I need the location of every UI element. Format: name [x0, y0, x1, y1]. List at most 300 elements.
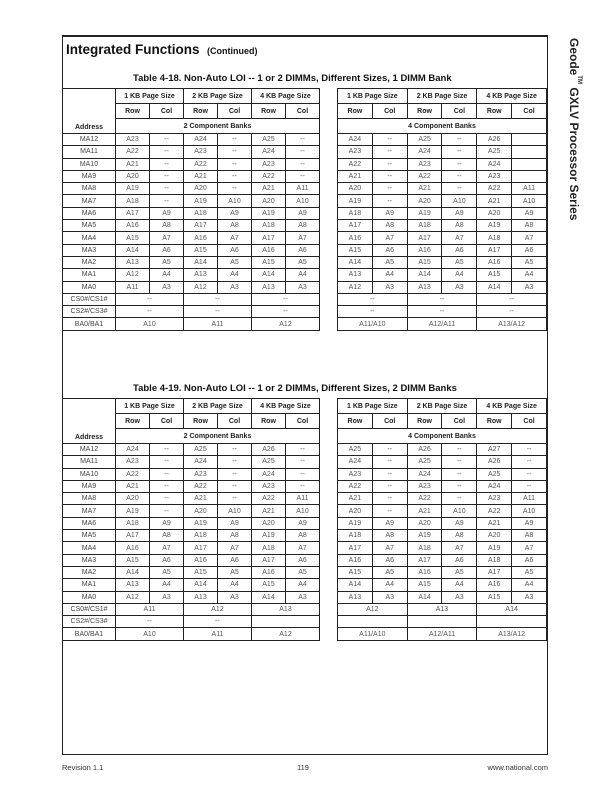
table-row: [63, 493, 320, 505]
signal-value-cell: A12/A11: [407, 628, 477, 640]
address-bit-cell: A4: [442, 269, 477, 281]
address-cell: MA3: [63, 554, 116, 566]
table-row: [338, 146, 547, 158]
page-size-header-row: [338, 399, 547, 414]
address-bit-cell: A13: [116, 256, 150, 268]
address-bit-cell: --: [512, 480, 547, 492]
table-row: [63, 146, 320, 158]
address-bit-cell: A19: [116, 183, 150, 195]
table-row: [63, 468, 320, 480]
signal-value-cell: A13: [407, 603, 477, 615]
address-bit-cell: --: [150, 146, 184, 158]
col-header: Col: [218, 414, 252, 429]
trademark: TM: [576, 75, 582, 85]
address-bit-cell: A14: [184, 256, 218, 268]
table-row: [63, 542, 320, 554]
table-row: [63, 517, 320, 529]
signal-value-cell: A10: [116, 628, 184, 640]
col-header: Col: [512, 414, 547, 429]
table-row: [63, 306, 320, 318]
table-4-19-right: [337, 398, 547, 641]
address-bit-cell: A8: [218, 220, 252, 232]
table-row: [63, 480, 320, 492]
address-bit-cell: A16: [407, 244, 442, 256]
address-cell: MA12: [63, 134, 116, 146]
row-header: Row: [407, 104, 442, 119]
table-row: [338, 269, 547, 281]
address-bit-cell: A4: [442, 579, 477, 591]
address-bit-cell: A4: [372, 579, 407, 591]
address-bit-cell: A7: [372, 542, 407, 554]
address-bit-cell: --: [442, 493, 477, 505]
address-bit-cell: A15: [252, 256, 286, 268]
page-size-header: 2 KB Page Size: [407, 89, 477, 104]
page-size-header: 2 KB Page Size: [184, 89, 252, 104]
address-bit-cell: A9: [372, 207, 407, 219]
row-header: Row: [252, 104, 286, 119]
row-header: Row: [338, 104, 373, 119]
address-bit-cell: A5: [286, 256, 320, 268]
address-bit-cell: --: [372, 505, 407, 517]
address-bit-cell: A11: [286, 183, 320, 195]
table-row: [63, 220, 320, 232]
address-bit-cell: A17: [477, 244, 512, 256]
address-bit-cell: --: [218, 468, 252, 480]
address-cell: MA0: [63, 591, 116, 603]
address-bit-cell: A23: [407, 158, 442, 170]
address-bit-cell: A13: [184, 269, 218, 281]
signal-value-cell: A13: [252, 603, 320, 615]
signal-value-cell: --: [184, 616, 252, 628]
address-bit-cell: --: [442, 146, 477, 158]
address-bit-cell: A17: [477, 566, 512, 578]
address-bit-cell: --: [150, 183, 184, 195]
table-row: [63, 207, 320, 219]
address-bit-cell: A23: [252, 158, 286, 170]
address-bit-cell: A10: [512, 195, 547, 207]
signal-value-cell: --: [407, 306, 477, 318]
address-bit-cell: A3: [150, 281, 184, 293]
address-bit-cell: --: [442, 468, 477, 480]
table-row: [338, 468, 547, 480]
address-bit-cell: A9: [442, 207, 477, 219]
address-bit-cell: A6: [512, 244, 547, 256]
address-bit-cell: A7: [218, 542, 252, 554]
address-bit-cell: A17: [184, 220, 218, 232]
address-bit-cell: A10: [442, 195, 477, 207]
address-bit-cell: A16: [477, 256, 512, 268]
table-row: [63, 195, 320, 207]
address-bit-cell: --: [150, 468, 184, 480]
address-bit-cell: A9: [218, 207, 252, 219]
signal-value-cell: A13/A12: [477, 628, 547, 640]
address-bit-cell: A8: [150, 530, 184, 542]
address-bit-cell: A3: [372, 591, 407, 603]
address-bit-cell: A6: [442, 244, 477, 256]
address-bit-cell: A17: [116, 530, 150, 542]
address-bit-cell: A25: [252, 134, 286, 146]
section-title-text: Integrated Functions: [66, 42, 200, 57]
address-bit-cell: A25: [184, 444, 218, 456]
page-size-header: 4 KB Page Size: [477, 399, 547, 414]
address-bit-cell: A20: [116, 170, 150, 182]
address-bit-cell: A9: [442, 517, 477, 529]
address-bit-cell: A9: [512, 207, 547, 219]
address-bit-cell: A26: [407, 444, 442, 456]
address-bit-cell: A20: [184, 183, 218, 195]
page-size-header: 2 KB Page Size: [184, 399, 252, 414]
address-bit-cell: A24: [477, 158, 512, 170]
address-bit-cell: A27: [477, 444, 512, 456]
table-row: [63, 456, 320, 468]
address-bit-cell: A4: [218, 579, 252, 591]
address-bit-cell: A13: [184, 591, 218, 603]
address-bit-cell: A21: [184, 493, 218, 505]
address-bit-cell: A5: [218, 256, 252, 268]
address-bit-cell: A5: [150, 256, 184, 268]
address-cell: MA5: [63, 530, 116, 542]
address-bit-cell: A8: [286, 530, 320, 542]
address-cell: MA10: [63, 158, 116, 170]
address-bit-cell: A3: [218, 591, 252, 603]
table-4-19-left: [62, 398, 320, 641]
address-bit-cell: A19: [184, 195, 218, 207]
table-row: [338, 281, 547, 293]
address-bit-cell: --: [286, 158, 320, 170]
address-bit-cell: A10: [442, 505, 477, 517]
address-bit-cell: A18: [338, 530, 373, 542]
address-bit-cell: A4: [150, 579, 184, 591]
address-bit-cell: A22: [116, 146, 150, 158]
address-bit-cell: --: [372, 183, 407, 195]
address-bit-cell: --: [150, 195, 184, 207]
address-cell: MA9: [63, 170, 116, 182]
table-row: [338, 232, 547, 244]
page-size-header: 4 KB Page Size: [252, 89, 320, 104]
signal-value-cell: --: [252, 293, 320, 305]
component-banks-header: 2 Component Banks: [116, 119, 320, 134]
address-bit-cell: A6: [150, 554, 184, 566]
table-row: [338, 603, 547, 615]
address-bit-cell: A3: [372, 281, 407, 293]
address-bit-cell: A24: [477, 480, 512, 492]
address-bit-cell: A4: [512, 579, 547, 591]
address-bit-cell: --: [372, 480, 407, 492]
page-size-header-row: [63, 89, 320, 104]
address-header: Address: [63, 89, 116, 134]
signal-value-cell: A12: [184, 603, 252, 615]
address-bit-cell: --: [512, 468, 547, 480]
address-bit-cell: A24: [338, 134, 373, 146]
table-row: [63, 616, 320, 628]
address-bit-cell: A3: [512, 591, 547, 603]
signal-value-cell: --: [477, 306, 547, 318]
address-cell: MA7: [63, 195, 116, 207]
address-bit-cell: --: [372, 158, 407, 170]
address-bit-cell: A4: [512, 269, 547, 281]
address-bit-cell: A23: [116, 456, 150, 468]
address-bit-cell: --: [372, 456, 407, 468]
address-cell: MA10: [63, 468, 116, 480]
address-bit-cell: A22: [184, 158, 218, 170]
address-bit-cell: A8: [372, 530, 407, 542]
table-4-18-left: [62, 88, 320, 331]
address-bit-cell: A15: [184, 566, 218, 578]
signal-value-cell: --: [252, 306, 320, 318]
table-row: [63, 232, 320, 244]
address-bit-cell: A6: [372, 554, 407, 566]
address-bit-cell: A11: [512, 493, 547, 505]
table-row: [338, 256, 547, 268]
table-row: [338, 293, 547, 305]
table-row: [338, 554, 547, 566]
address-bit-cell: A24: [184, 134, 218, 146]
address-bit-cell: A18: [184, 207, 218, 219]
address-cell: MA7: [63, 505, 116, 517]
address-bit-cell: --: [442, 444, 477, 456]
address-bit-cell: A6: [286, 244, 320, 256]
table-4-19-title: Table 4-19. Non-Auto LOI -- 1 or 2 DIMMs, Different Sizes, 2 DIMM Banks: [133, 383, 457, 394]
address-bit-cell: A12: [338, 281, 373, 293]
table-row: [63, 158, 320, 170]
table-4-18-right: [337, 88, 547, 331]
address-cell: MA12: [63, 444, 116, 456]
col-header: Col: [372, 414, 407, 429]
address-bit-cell: A9: [286, 207, 320, 219]
table-row: [63, 134, 320, 146]
address-bit-cell: A7: [150, 542, 184, 554]
address-bit-cell: A25: [338, 444, 373, 456]
address-bit-cell: --: [150, 134, 184, 146]
table-row: [338, 444, 547, 456]
table-row: [63, 505, 320, 517]
website-link[interactable]: www.national.com: [487, 763, 548, 772]
address-bit-cell: A24: [184, 456, 218, 468]
address-bit-cell: A26: [252, 444, 286, 456]
address-cell: MA6: [63, 207, 116, 219]
page-size-header: 1 KB Page Size: [338, 399, 408, 414]
table-row: [338, 456, 547, 468]
address-bit-cell: A16: [338, 554, 373, 566]
address-bit-cell: A17: [407, 232, 442, 244]
address-bit-cell: A24: [116, 444, 150, 456]
address-bit-cell: A5: [286, 566, 320, 578]
address-bit-cell: --: [512, 456, 547, 468]
address-bit-cell: A6: [150, 244, 184, 256]
address-bit-cell: A24: [252, 146, 286, 158]
signal-value-cell: [252, 616, 320, 628]
table-row: [338, 318, 547, 330]
address-bit-cell: A21: [116, 480, 150, 492]
page-size-header: 4 KB Page Size: [252, 399, 320, 414]
signal-value-cell: [407, 616, 477, 628]
address-bit-cell: A13: [338, 269, 373, 281]
address-bit-cell: A22: [407, 170, 442, 182]
address-cell: MA4: [63, 542, 116, 554]
address-bit-cell: A16: [116, 542, 150, 554]
address-bit-cell: A24: [252, 468, 286, 480]
table-row: [338, 566, 547, 578]
address-cell: MA5: [63, 220, 116, 232]
signal-value-cell: A11/A10: [338, 318, 408, 330]
address-bit-cell: A22: [338, 158, 373, 170]
row-header: Row: [252, 414, 286, 429]
table-row: [338, 220, 547, 232]
row-header: Row: [116, 414, 150, 429]
table-row: [338, 505, 547, 517]
address-bit-cell: --: [372, 146, 407, 158]
signal-value-cell: A12: [252, 628, 320, 640]
address-bit-cell: A8: [218, 530, 252, 542]
address-bit-cell: --: [218, 444, 252, 456]
table-row: [338, 244, 547, 256]
address-bit-cell: A13: [338, 591, 373, 603]
address-bit-cell: A20: [252, 517, 286, 529]
address-bit-cell: --: [442, 480, 477, 492]
page-size-header: 1 KB Page Size: [116, 399, 184, 414]
address-cell: MA11: [63, 456, 116, 468]
address-bit-cell: A6: [442, 554, 477, 566]
address-bit-cell: A15: [338, 566, 373, 578]
address-bit-cell: A6: [218, 554, 252, 566]
address-bit-cell: A5: [512, 566, 547, 578]
address-bit-cell: [512, 170, 547, 182]
address-bit-cell: A20: [338, 183, 373, 195]
address-bit-cell: A22: [477, 183, 512, 195]
address-bit-cell: A15: [407, 579, 442, 591]
address-bit-cell: A22: [184, 480, 218, 492]
page-size-header-row: [338, 89, 547, 104]
address-bit-cell: A26: [477, 134, 512, 146]
address-bit-cell: A9: [150, 517, 184, 529]
address-bit-cell: --: [372, 444, 407, 456]
address-bit-cell: A25: [407, 134, 442, 146]
address-bit-cell: [512, 146, 547, 158]
address-bit-cell: --: [442, 456, 477, 468]
address-bit-cell: A21: [338, 493, 373, 505]
col-header: Col: [150, 414, 184, 429]
address-bit-cell: A21: [338, 170, 373, 182]
table-row: [63, 170, 320, 182]
address-bit-cell: A8: [442, 530, 477, 542]
address-bit-cell: A14: [116, 244, 150, 256]
address-bit-cell: A22: [477, 505, 512, 517]
row-col-header-row: [338, 414, 547, 429]
col-header: Col: [218, 104, 252, 119]
row-header: Row: [184, 414, 218, 429]
signal-value-cell: A11: [184, 318, 252, 330]
address-bit-cell: A23: [184, 468, 218, 480]
address-bit-cell: A15: [338, 244, 373, 256]
signal-value-cell: A10: [116, 318, 184, 330]
address-bit-cell: A14: [477, 281, 512, 293]
signal-value-cell: A12/A11: [407, 318, 477, 330]
row-header: Row: [477, 414, 512, 429]
address-bit-cell: --: [150, 480, 184, 492]
address-bit-cell: A7: [512, 542, 547, 554]
address-bit-cell: A10: [286, 195, 320, 207]
signal-label-cell: CS2#/CS3#: [63, 306, 116, 318]
address-bit-cell: A19: [116, 505, 150, 517]
address-bit-cell: [512, 134, 547, 146]
address-bit-cell: --: [286, 146, 320, 158]
address-bit-cell: A19: [338, 195, 373, 207]
address-bit-cell: A16: [477, 579, 512, 591]
address-bit-cell: A13: [116, 579, 150, 591]
address-bit-cell: A24: [407, 468, 442, 480]
address-bit-cell: A11: [116, 281, 150, 293]
component-banks-header: 2 Component Banks: [116, 429, 320, 444]
address-bit-cell: A14: [116, 566, 150, 578]
address-bit-cell: A21: [252, 183, 286, 195]
address-bit-cell: A18: [338, 207, 373, 219]
row-header: Row: [338, 414, 373, 429]
address-bit-cell: --: [442, 158, 477, 170]
address-bit-cell: A19: [477, 220, 512, 232]
address-bit-cell: --: [442, 170, 477, 182]
address-bit-cell: --: [286, 134, 320, 146]
address-bit-cell: A7: [150, 232, 184, 244]
address-bit-cell: A25: [477, 146, 512, 158]
address-bit-cell: A20: [407, 195, 442, 207]
address-bit-cell: A7: [512, 232, 547, 244]
address-bit-cell: A14: [184, 579, 218, 591]
banks-header-row: [338, 119, 547, 134]
address-bit-cell: A12: [184, 281, 218, 293]
col-header: Col: [442, 414, 477, 429]
col-header: Col: [512, 104, 547, 119]
address-bit-cell: A7: [442, 542, 477, 554]
address-bit-cell: A18: [477, 232, 512, 244]
address-bit-cell: A19: [407, 207, 442, 219]
address-bit-cell: A8: [372, 220, 407, 232]
address-bit-cell: A3: [512, 281, 547, 293]
address-bit-cell: A21: [252, 505, 286, 517]
address-bit-cell: A19: [338, 517, 373, 529]
component-banks-header: 4 Component Banks: [338, 429, 547, 444]
address-bit-cell: --: [442, 183, 477, 195]
address-bit-cell: A11: [286, 493, 320, 505]
address-bit-cell: A16: [184, 232, 218, 244]
address-bit-cell: --: [218, 170, 252, 182]
address-bit-cell: A5: [512, 256, 547, 268]
address-bit-cell: A20: [184, 505, 218, 517]
signal-label-cell: CS2#/CS3#: [63, 616, 116, 628]
address-bit-cell: A3: [286, 281, 320, 293]
address-bit-cell: --: [218, 493, 252, 505]
address-bit-cell: A3: [286, 591, 320, 603]
address-bit-cell: --: [218, 183, 252, 195]
address-bit-cell: A19: [252, 530, 286, 542]
col-header: Col: [150, 104, 184, 119]
address-bit-cell: A23: [338, 146, 373, 158]
table-row: [338, 195, 547, 207]
address-bit-cell: A22: [252, 170, 286, 182]
table-row: [338, 628, 547, 640]
address-bit-cell: --: [442, 134, 477, 146]
address-bit-cell: A25: [477, 468, 512, 480]
address-bit-cell: A21: [477, 195, 512, 207]
address-bit-cell: A10: [218, 505, 252, 517]
address-bit-cell: A21: [407, 183, 442, 195]
address-bit-cell: A7: [372, 232, 407, 244]
address-bit-cell: --: [286, 170, 320, 182]
table-row: [63, 444, 320, 456]
address-bit-cell: A16: [252, 244, 286, 256]
address-bit-cell: --: [372, 195, 407, 207]
table-4-18-title: Table 4-18. Non-Auto LOI -- 1 or 2 DIMMs, Different Sizes, 1 DIMM Bank: [133, 73, 452, 84]
address-bit-cell: A18: [184, 530, 218, 542]
